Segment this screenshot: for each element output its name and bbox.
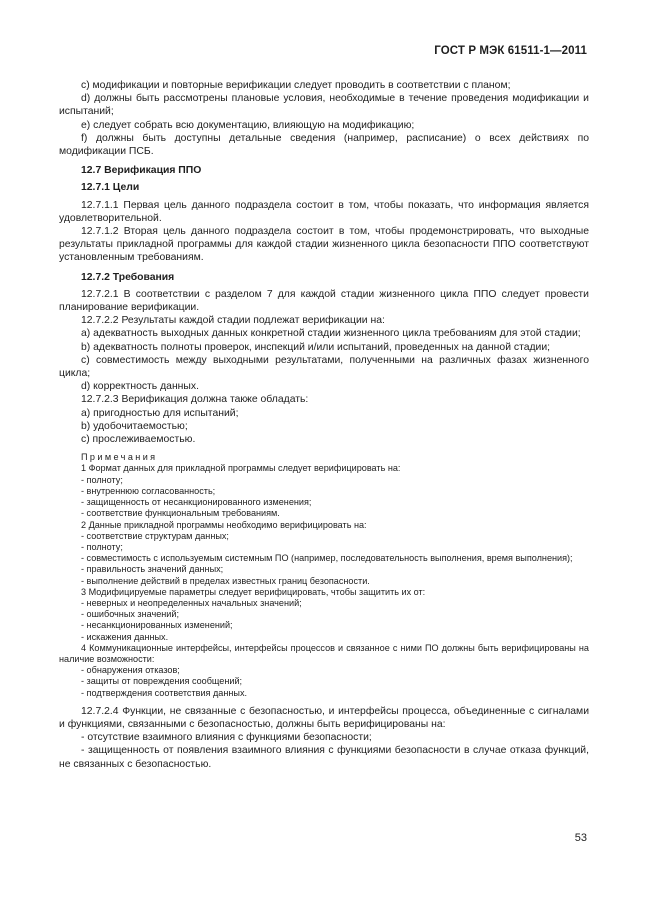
list-item-f: f) должны быть доступны детальные сведения (например, расписание) о всех действиях по модификации ПСБ. xyxy=(59,132,589,158)
notes-title: Примечания xyxy=(81,452,158,463)
list-item: - защищенность от появления взаимного влияния с функциями безопасности в случае отказа функций, не связанных с безопасностью. xyxy=(59,745,589,770)
page-number: 53 xyxy=(574,832,587,844)
note-line: 1 Формат данных для прикладной программы следует верифицировать на: xyxy=(81,463,401,474)
list-item-c: c) модификации и повторные верификации следует проводить в соответствии с планом; xyxy=(81,80,511,91)
section-heading-12-7: 12.7 Верификация ППО xyxy=(81,165,202,177)
note-line: - соответствие структурам данных; xyxy=(81,530,229,541)
list-item: a) пригодностью для испытаний; xyxy=(81,407,239,419)
list-item-d: d) должны быть рассмотрены плановые условия, необходимые в течение проведения модификации и испытаний; xyxy=(59,93,589,118)
note-line: - полноту; xyxy=(81,474,123,485)
paragraph-12-7-1-2: 12.7.1.2 Вторая цель данного подраздела состоит в том, чтобы продемонстрировать, что выходные результаты прикладной программы для каждой стадии жизненного цикла безопасности ППО соответствуют установленным требованиям. xyxy=(59,226,589,264)
standard-code-header: ГОСТ Р МЭК 61511-1—2011 xyxy=(434,45,587,57)
page-content xyxy=(59,79,589,771)
note-line: - правильность значений данных; xyxy=(81,564,224,575)
paragraph-12-7-2-3: 12.7.2.3 Верификация должна также обладать: xyxy=(81,394,309,406)
note-line: - неверных и неопределенных начальных значений; xyxy=(81,597,302,608)
note-line: - совместимость с используемым системным ПО (например, последовательность выполнения, время выполнения); xyxy=(81,553,573,564)
note-line: - искажения данных. xyxy=(81,631,169,642)
section-heading-12-7-1: 12.7.1 Цели xyxy=(81,182,140,194)
note-line: - подтверждения соответствия данных. xyxy=(81,687,248,698)
note-line: - полноту; xyxy=(81,541,123,552)
paragraph-12-7-1-1: 12.7.1.1 Первая цель данного подраздела состоит в том, чтобы показать, что информация является удовлетворительной. xyxy=(59,199,589,224)
note-line: - защиты от повреждения сообщений; xyxy=(81,676,243,687)
list-item-e: e) следует собрать всю документацию, влияющую на модификацию; xyxy=(81,119,415,131)
paragraph-12-7-2-2: 12.7.2.2 Результаты каждой стадии подлежат верификации на: xyxy=(81,315,385,327)
note-line: - ошибочных значений; xyxy=(81,609,179,620)
list-item: b) адекватность полноты проверок, инспекций и/или испытаний, проведенных на данной стадии; xyxy=(81,341,551,353)
list-item: b) удобочитаемостью; xyxy=(81,420,188,432)
note-line: - защищенность от несанкционированного изменения; xyxy=(81,497,312,508)
notes-block xyxy=(59,452,589,698)
note-line: 4 Коммуникационные интерфейсы, интерфейсы процессов и связанное с ними ПО должны быть верифицированы на наличие возможности: xyxy=(59,642,589,664)
list-item: - отсутствие взаимного влияния с функциями безопасности; xyxy=(81,732,372,744)
note-line: - внутреннюю согласованность; xyxy=(81,485,216,496)
note-line: - несанкционированных изменений; xyxy=(81,620,233,631)
list-item: c) прослеживаемостью. xyxy=(81,434,196,446)
note-line: - выполнение действий в пределах известных границ безопасности. xyxy=(81,575,370,586)
note-line: 3 Модифицируемые параметры следует верифицировать, чтобы защитить их от: xyxy=(81,586,426,597)
note-line: - обнаружения отказов; xyxy=(81,665,180,676)
paragraph-12-7-2-4: 12.7.2.4 Функции, не связанные с безопасностью, и интерфейсы процесса, объединенные с сигналами и функциями, связанными с безопасностью, должны быть верифицированы на: xyxy=(59,705,589,730)
list-item: c) совместимость между выходными результатами, полученными на различных фазах жизненного цикла; xyxy=(59,354,589,380)
list-item: d) корректность данных. xyxy=(81,381,199,393)
note-line: 2 Данные прикладной программы необходимо верифицировать на: xyxy=(81,519,367,530)
note-line: - соответствие функциональным требованиям. xyxy=(81,508,280,519)
paragraph-12-7-2-1: 12.7.2.1 В соответствии с разделом 7 для каждой стадии жизненного цикла ППО следует провести планирование верификации. xyxy=(59,288,589,314)
list-item: a) адекватность выходных данных конкретной стадии жизненного цикла требованиям для этой стадии; xyxy=(81,328,581,340)
section-heading-12-7-2: 12.7.2 Требования xyxy=(81,271,175,283)
